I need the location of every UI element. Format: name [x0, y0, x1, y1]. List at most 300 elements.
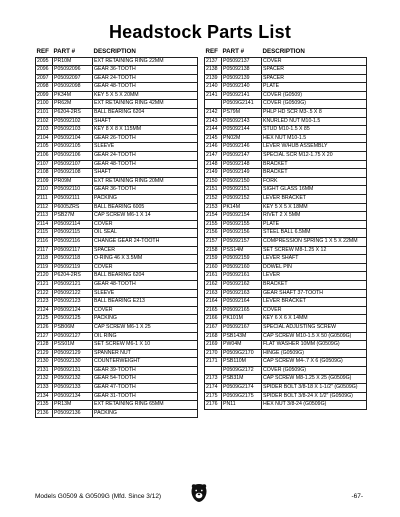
part-cell: PR09M	[53, 177, 93, 186]
description-cell: HINGE (G0509G)	[262, 349, 367, 358]
parts-column-left	[35, 46, 198, 418]
description-cell: GEAR 36-TOOTH	[93, 66, 198, 75]
ref-cell: 2168	[205, 332, 222, 341]
part-cell: PN11	[222, 401, 262, 410]
description-cell: GEAR 24-TOOTH	[93, 74, 198, 83]
part-cell: P05092107	[53, 160, 93, 169]
ref-cell: 2106	[36, 152, 53, 161]
description-cell: SPACER	[262, 66, 367, 75]
description-cell: PACKING	[93, 195, 198, 204]
table-row	[205, 366, 367, 375]
description-cell: GEAR 48-TOOTH	[93, 160, 198, 169]
ref-cell: 2141	[205, 91, 222, 100]
description-cell: CAP SCREW M6-1 X 25	[93, 323, 198, 332]
part-cell: P05092122	[53, 289, 93, 298]
description-cell: COVER (G0509)	[262, 91, 367, 100]
ref-cell: 2117	[36, 246, 53, 255]
table-row	[36, 109, 198, 118]
table-row	[205, 152, 367, 161]
parts-table-right	[204, 46, 367, 410]
page-number: -67-	[351, 493, 363, 500]
ref-cell: 2127	[36, 332, 53, 341]
ref-cell: 2119	[36, 263, 53, 272]
description-cell: CAP SCREW M8-1.25 X 25 (G0509G)	[262, 375, 367, 384]
ref-cell: 2156	[205, 229, 222, 238]
part-cell: P05092152	[222, 195, 262, 204]
table-row	[205, 177, 367, 186]
part-cell: P05092154	[222, 212, 262, 221]
description-cell: LEVER BRACKET	[262, 195, 367, 204]
description-cell: COVER	[93, 220, 198, 229]
ref-cell: 2146	[205, 143, 222, 152]
part-cell: P05092116	[53, 237, 93, 246]
ref-cell: 2167	[205, 323, 222, 332]
ref-cell: 2152	[205, 195, 222, 204]
ref-cell: 2101	[36, 109, 53, 118]
description-cell: GEAR 31-TOOTH	[93, 392, 198, 401]
table-row	[205, 220, 367, 229]
ref-cell: 2137	[205, 57, 222, 66]
table-row	[205, 272, 367, 281]
description-cell: CAP SCREW M6-1 X 14	[93, 212, 198, 221]
ref-cell: 2173	[205, 375, 222, 384]
table-row	[36, 74, 198, 83]
table-row	[205, 66, 367, 75]
table-row	[205, 74, 367, 83]
table-row	[36, 134, 198, 143]
ref-cell: 2176	[205, 401, 222, 410]
table-row	[205, 83, 367, 92]
description-cell: COVER	[262, 57, 367, 66]
table-row	[36, 220, 198, 229]
ref-cell: 2099	[36, 91, 53, 100]
description-cell: PACKING	[93, 315, 198, 324]
table-row	[36, 280, 198, 289]
description-cell: CHANGE GEAR 24-TOOTH	[93, 237, 198, 246]
ref-cell: 2109	[36, 177, 53, 186]
description-cell: GEAR 39-TOOTH	[93, 366, 198, 375]
table-row	[36, 195, 198, 204]
description-cell: BRACKET	[262, 280, 367, 289]
table-row	[205, 298, 367, 307]
table-row	[205, 100, 367, 109]
description-cell: O-RING 46 X 3.5MM	[93, 255, 198, 264]
ref-cell: 2105	[36, 143, 53, 152]
description-cell: LEVER SHAFT	[262, 255, 367, 264]
ref-cell: 2162	[205, 280, 222, 289]
ref-cell: 2103	[36, 126, 53, 135]
description-cell: PLATE	[262, 220, 367, 229]
description-cell: STUD M10-1.5 X 85	[262, 126, 367, 135]
part-cell: P05092167	[222, 323, 262, 332]
part-cell: P0509G2175	[222, 392, 262, 401]
ref-cell: 2159	[205, 255, 222, 264]
description-header: DESCRIPTION	[93, 47, 136, 55]
ref-cell: 2148	[205, 160, 222, 169]
description-cell: SET SCREW M6-1 X 10	[93, 341, 198, 350]
part-cell: P05092136	[53, 409, 93, 418]
description-cell: BALL BEARING 6204	[93, 272, 198, 281]
description-cell: SHAFT	[93, 117, 198, 126]
table-header-row	[205, 46, 367, 57]
description-header: DESCRIPTION	[262, 47, 305, 55]
part-cell: P05092105	[53, 143, 93, 152]
ref-cell: 2143	[205, 117, 222, 126]
part-cell: P05092157	[222, 237, 262, 246]
part-cell: P0509G2172	[222, 366, 262, 375]
description-cell: BALL BEARING 6204	[93, 109, 198, 118]
ref-cell: 2169	[205, 341, 222, 350]
ref-cell: 2150	[205, 177, 222, 186]
ref-cell: 2116	[36, 237, 53, 246]
ref-cell: 2166	[205, 315, 222, 324]
part-cell: PW04M	[222, 341, 262, 350]
page-title: Headstock Parts List	[108, 22, 292, 42]
part-cell: PSB27M	[53, 212, 93, 221]
table-row	[36, 57, 198, 66]
description-cell: HEX NUT 3/8-24 (G0509G)	[262, 401, 367, 410]
ref-cell: 2153	[205, 203, 222, 212]
table-row	[36, 289, 198, 298]
table-row	[36, 255, 198, 264]
table-row	[36, 263, 198, 272]
ref-cell: 2100	[36, 100, 53, 109]
table-row	[36, 358, 198, 367]
part-cell: P05092139	[222, 74, 262, 83]
part-cell: P05092160	[222, 263, 262, 272]
description-cell: DOWEL PIN	[262, 263, 367, 272]
description-cell: GEAR 48-TOOTH	[93, 83, 198, 92]
description-cell: FORK	[262, 177, 367, 186]
table-row	[36, 375, 198, 384]
description-cell: LEVER BRACKET	[262, 298, 367, 307]
description-cell: SPACER	[262, 74, 367, 83]
part-cell: P6005ZRS	[53, 203, 93, 212]
part-cell: P05092140	[222, 83, 262, 92]
description-cell: FLAT WASHER 10MM (G0509G)	[262, 341, 367, 350]
ref-cell: 2134	[36, 392, 53, 401]
table-row	[36, 384, 198, 393]
table-row	[36, 246, 198, 255]
table-row	[205, 392, 367, 401]
part-cell: P05092111	[53, 195, 93, 204]
part-cell: PS79M	[222, 109, 262, 118]
table-row	[205, 323, 367, 332]
table-header-row	[36, 46, 198, 57]
table-row	[36, 392, 198, 401]
part-cell: P6204-2RS	[53, 272, 93, 281]
description-cell: OIL RING	[93, 332, 198, 341]
table-row	[205, 332, 367, 341]
ref-cell: 2147	[205, 152, 222, 161]
part-cell: P05092102	[53, 117, 93, 126]
ref-cell: 2151	[205, 186, 222, 195]
table-row	[36, 237, 198, 246]
ref-cell: 2136	[36, 409, 53, 418]
description-cell: PACKING	[93, 409, 198, 418]
table-row	[36, 315, 198, 324]
description-cell: COVER	[93, 306, 198, 315]
ref-cell: 2128	[36, 341, 53, 350]
description-cell: EXT RETAINING RING 65MM	[93, 401, 198, 410]
ref-cell: 2142	[205, 109, 222, 118]
ref-cell: 2121	[36, 280, 53, 289]
ref-cell: 2102	[36, 117, 53, 126]
description-cell: SPECIAL SCR M12-1.75 X 20	[262, 152, 367, 161]
table-row	[36, 66, 198, 75]
part-cell: P05092137	[222, 57, 262, 66]
part-cell: PSB06M	[53, 323, 93, 332]
description-cell: BALL BEARING 6005	[93, 203, 198, 212]
description-cell: CAP SCREW M10-1.5 X 50 (G0509G)	[262, 332, 367, 341]
ref-cell: 2157	[205, 237, 222, 246]
part-cell: P05092119	[53, 263, 93, 272]
table-row	[36, 100, 198, 109]
part-cell: P05092146	[222, 143, 262, 152]
part-cell: P05092155	[222, 220, 262, 229]
part-cell: P05092147	[222, 152, 262, 161]
table-row	[36, 117, 198, 126]
description-cell: KNURLED NUT M10-1.5	[262, 117, 367, 126]
table-row	[36, 409, 198, 418]
description-cell: SPECIAL ADJUSTING SCREW	[262, 323, 367, 332]
table-row	[205, 306, 367, 315]
part-cell: P05092131	[53, 366, 93, 375]
description-cell: SPACER	[93, 246, 198, 255]
table-row	[205, 229, 367, 238]
table-row	[36, 186, 198, 195]
ref-cell: 2155	[205, 220, 222, 229]
part-cell: PK14M	[222, 203, 262, 212]
description-cell: COVER (G0509G)	[262, 366, 367, 375]
ref-cell: 2174	[205, 384, 222, 393]
parts-column-right	[204, 46, 367, 418]
part-cell: P05092108	[53, 169, 93, 178]
table-row	[205, 401, 367, 410]
part-cell: P05092164	[222, 298, 262, 307]
description-cell: SLEEVE	[93, 289, 198, 298]
part-cell: P05092143	[222, 117, 262, 126]
description-cell: GEAR 36-TOOTH	[93, 186, 198, 195]
table-row	[36, 91, 198, 100]
table-row	[36, 126, 198, 135]
ref-cell: 2149	[205, 169, 222, 178]
part-cell: P0509G2174	[222, 384, 262, 393]
table-row	[205, 117, 367, 126]
table-row	[205, 255, 367, 264]
part-cell: P05092104	[53, 134, 93, 143]
table-row	[36, 177, 198, 186]
ref-cell: 2125	[36, 315, 53, 324]
part-cell: P05092130	[53, 358, 93, 367]
parts-tables	[35, 46, 367, 418]
table-row	[205, 349, 367, 358]
ref-cell: 2145	[205, 134, 222, 143]
table-row	[205, 91, 367, 100]
ref-cell: 2095	[36, 57, 53, 66]
table-row	[205, 203, 367, 212]
table-row	[205, 134, 367, 143]
table-row	[205, 246, 367, 255]
part-cell: PR10M	[53, 57, 93, 66]
part-cell: PSS14M	[222, 246, 262, 255]
part-cell: P05092165	[222, 306, 262, 315]
ref-cell: 2107	[36, 160, 53, 169]
ref-cell: 2163	[205, 289, 222, 298]
description-cell: RIVET 2 X 5MM	[262, 212, 367, 221]
ref-cell: 2096	[36, 66, 53, 75]
description-cell: SET SCREW M8-1.25 X 12	[262, 246, 367, 255]
table-row	[36, 298, 198, 307]
description-cell: HEX NUT M10-1.5	[262, 134, 367, 143]
ref-cell: 2097	[36, 74, 53, 83]
description-cell: COVER	[262, 306, 367, 315]
part-cell: P05092127	[53, 332, 93, 341]
part-cell: P05092129	[53, 349, 93, 358]
footer-models: Models G0509 & G0509G (Mfd. Since 3/12)	[35, 493, 162, 500]
table-row	[36, 212, 198, 221]
ref-cell: 2113	[36, 212, 53, 221]
ref-cell: 2118	[36, 255, 53, 264]
part-header: PART #	[222, 47, 245, 55]
ref-cell: 2133	[36, 384, 53, 393]
table-row	[205, 212, 367, 221]
table-row	[36, 332, 198, 341]
part-cell: P05092096	[53, 66, 93, 75]
part-cell: P05092151	[222, 186, 262, 195]
ref-cell: 2126	[36, 323, 53, 332]
part-cell: P05092162	[222, 280, 262, 289]
ref-header: REF	[205, 47, 218, 55]
ref-cell: 2154	[205, 212, 222, 221]
part-cell: P05092156	[222, 229, 262, 238]
table-row	[205, 237, 367, 246]
ref-cell: 2140	[205, 83, 222, 92]
table-row	[205, 280, 367, 289]
table-row	[36, 229, 198, 238]
bear-logo-icon	[190, 483, 208, 503]
part-cell: P05092161	[222, 272, 262, 281]
part-cell: P05092148	[222, 160, 262, 169]
description-cell: COVER (G0509G)	[262, 100, 367, 109]
description-cell: GEAR 48-TOOTH	[93, 280, 198, 289]
part-cell: P05092114	[53, 220, 93, 229]
table-row	[205, 169, 367, 178]
ref-cell: 2164	[205, 298, 222, 307]
part-cell: P05092115	[53, 229, 93, 238]
description-cell: KEY 5 X 5 X 20MM	[93, 91, 198, 100]
description-cell: KEY 6 X 6 X 14MM	[262, 315, 367, 324]
ref-cell: 2124	[36, 306, 53, 315]
ref-cell: 2115	[36, 229, 53, 238]
ref-cell: 2129	[36, 349, 53, 358]
part-cell: P6204-2RS	[53, 109, 93, 118]
ref-cell: 2144	[205, 126, 222, 135]
table-row	[36, 143, 198, 152]
table-row	[36, 152, 198, 161]
part-cell: P05092141	[222, 91, 262, 100]
ref-cell: 2138	[205, 66, 222, 75]
table-row	[36, 203, 198, 212]
part-cell: P05092149	[222, 169, 262, 178]
table-row	[205, 384, 367, 393]
ref-cell: 2123	[36, 298, 53, 307]
table-row	[36, 341, 198, 350]
part-cell: P05092118	[53, 255, 93, 264]
part-cell: P05092103	[53, 126, 93, 135]
description-cell: SIGHT GLASS 16MM	[262, 186, 367, 195]
ref-cell: 2135	[36, 401, 53, 410]
description-cell: SPIDER BOLT 3/8-24 X 1/2" (G0509G)	[262, 392, 367, 401]
ref-cell: 2114	[36, 220, 53, 229]
description-cell: CAP SCREW M4-.7 X 6 (G0509G)	[262, 358, 367, 367]
description-cell: SLEEVE	[93, 143, 198, 152]
part-cell: P05092117	[53, 246, 93, 255]
table-row	[205, 195, 367, 204]
ref-cell: 2108	[36, 169, 53, 178]
part-cell: P0509G2141	[222, 100, 262, 109]
description-cell: LEVER	[262, 272, 367, 281]
ref-cell: 2110	[36, 186, 53, 195]
part-cell: PK101M	[222, 315, 262, 324]
ref-cell: 2170	[205, 349, 222, 358]
description-cell: STEEL BALL 6.5MM	[262, 229, 367, 238]
ref-cell: 2112	[36, 203, 53, 212]
description-cell: PHLP HD SCR M3-.5 X 8	[262, 109, 367, 118]
part-cell: P05092163	[222, 289, 262, 298]
description-cell: LEVER W/HUB ASSEMBLY	[262, 143, 367, 152]
table-row	[36, 401, 198, 410]
table-row	[205, 160, 367, 169]
ref-cell: 2158	[205, 246, 222, 255]
description-cell: GEAR 54-TOOTH	[93, 375, 198, 384]
part-cell: P05092124	[53, 306, 93, 315]
table-row	[205, 57, 367, 66]
ref-cell: 2139	[205, 74, 222, 83]
description-cell: KEY 5 X 5 X 18MM	[262, 203, 367, 212]
part-cell: P05092123	[53, 298, 93, 307]
ref-cell: 2165	[205, 306, 222, 315]
parts-table-left-body	[36, 57, 198, 418]
part-cell: PR13M	[53, 401, 93, 410]
description-cell: SPANNER NUT	[93, 349, 198, 358]
description-cell: OIL SEAL	[93, 229, 198, 238]
part-cell: PR62M	[53, 100, 93, 109]
table-row	[36, 323, 198, 332]
description-cell: SPIDER BOLT 3/8-18 X 1-1/2" (G0509G)	[262, 384, 367, 393]
description-cell: EXT RETAINING RING 20MM	[93, 177, 198, 186]
table-row	[36, 272, 198, 281]
table-row	[205, 143, 367, 152]
part-cell: PSB143M	[222, 332, 262, 341]
ref-cell: 2131	[36, 366, 53, 375]
description-cell: BRACKET	[262, 169, 367, 178]
part-cell: PN02M	[222, 134, 262, 143]
part-cell: PK34M	[53, 91, 93, 100]
description-cell: BRACKET	[262, 160, 367, 169]
part-cell: PSS01M	[53, 341, 93, 350]
part-cell: P05092098	[53, 83, 93, 92]
table-row	[205, 109, 367, 118]
description-cell: COUNTERWEIGHT	[93, 358, 198, 367]
part-cell: P05092125	[53, 315, 93, 324]
table-row	[36, 160, 198, 169]
part-cell: P05092106	[53, 152, 93, 161]
part-cell: P05092144	[222, 126, 262, 135]
description-cell: GEAR SHAFT 37-TOOTH	[262, 289, 367, 298]
ref-cell: 2104	[36, 134, 53, 143]
table-row	[205, 341, 367, 350]
